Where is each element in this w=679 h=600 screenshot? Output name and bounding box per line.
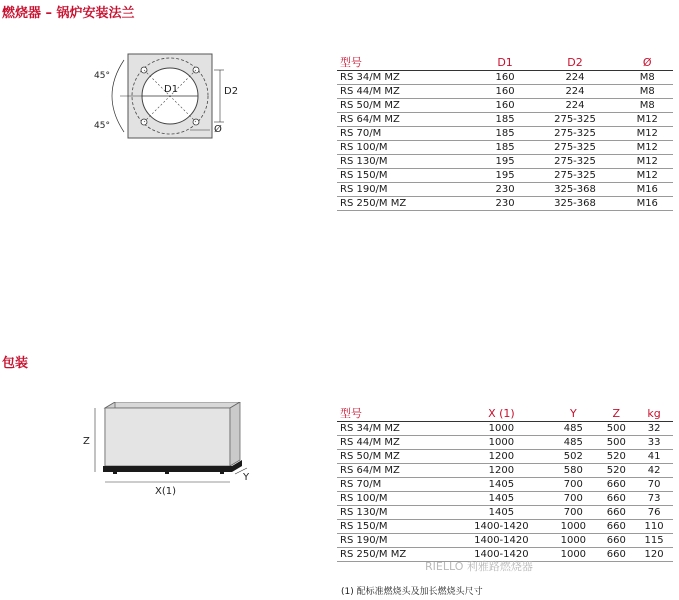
table-cell: 195 — [482, 169, 529, 183]
z-label: Z — [83, 436, 90, 447]
table-cell: 1400-1420 — [454, 534, 550, 548]
table-cell: 325-368 — [529, 197, 622, 211]
table-cell: M16 — [621, 197, 673, 211]
table-cell: M8 — [621, 71, 673, 85]
table-cell: 1400-1420 — [454, 548, 550, 562]
table-cell: RS 44/M MZ — [337, 436, 454, 450]
table-cell: 224 — [529, 99, 622, 113]
table-cell: 1000 — [549, 520, 597, 534]
table-cell: RS 100/M — [337, 141, 482, 155]
x-label: X(1) — [155, 486, 177, 497]
table-cell: M12 — [621, 169, 673, 183]
table-cell: 195 — [482, 155, 529, 169]
packaging-box-diagram — [75, 402, 265, 497]
table-cell: RS 70/M — [337, 127, 482, 141]
table-cell: 230 — [482, 183, 529, 197]
table-cell: RS 130/M — [337, 506, 454, 520]
table-cell: 76 — [635, 506, 673, 520]
column-header: Y — [549, 405, 597, 422]
table-cell: 500 — [597, 436, 635, 450]
table-cell: RS 250/M MZ — [337, 548, 454, 562]
table-cell: RS 50/M MZ — [337, 99, 482, 113]
table-row — [337, 183, 673, 197]
table-cell: 325-368 — [529, 183, 622, 197]
table-cell: RS 64/M MZ — [337, 464, 454, 478]
table-cell: 1200 — [454, 464, 550, 478]
table-row — [337, 534, 673, 548]
table-cell: 660 — [597, 506, 635, 520]
table-cell: M12 — [621, 141, 673, 155]
table-cell: RS 130/M — [337, 155, 482, 169]
table-cell: RS 190/M — [337, 183, 482, 197]
table-cell: M8 — [621, 85, 673, 99]
angle-top-label: 45° — [94, 71, 110, 81]
table-cell: 660 — [597, 548, 635, 562]
table-row — [337, 478, 673, 492]
table-cell: 1000 — [549, 548, 597, 562]
table-row — [337, 141, 673, 155]
table-row — [337, 436, 673, 450]
table-cell: 185 — [482, 141, 529, 155]
table-header-row — [337, 54, 673, 71]
table-cell: RS 150/M — [337, 169, 482, 183]
column-header: D1 — [482, 54, 529, 71]
table-cell: RS 100/M — [337, 492, 454, 506]
table-row — [337, 155, 673, 169]
table-cell: 1405 — [454, 492, 550, 506]
table-cell: 160 — [482, 71, 529, 85]
table-cell: 700 — [549, 506, 597, 520]
table-cell: 224 — [529, 71, 622, 85]
table-cell: 32 — [635, 422, 673, 436]
table-row — [337, 506, 673, 520]
table-cell: 230 — [482, 197, 529, 211]
table-cell: RS 250/M MZ — [337, 197, 482, 211]
table-cell: 1000 — [454, 422, 550, 436]
table-cell: 275-325 — [529, 141, 622, 155]
table-cell: 160 — [482, 85, 529, 99]
table-cell: 1405 — [454, 478, 550, 492]
table-cell: 42 — [635, 464, 673, 478]
table-cell: RS 34/M MZ — [337, 422, 454, 436]
table-cell: 700 — [549, 478, 597, 492]
table-cell: 520 — [597, 450, 635, 464]
angle-bottom-label: 45° — [94, 121, 110, 131]
table-cell: RS 70/M — [337, 478, 454, 492]
table-cell: RS 64/M MZ — [337, 113, 482, 127]
table-cell: M12 — [621, 155, 673, 169]
table-cell: 275-325 — [529, 127, 622, 141]
table-row — [337, 197, 673, 211]
table-row — [337, 127, 673, 141]
table-cell: 660 — [597, 520, 635, 534]
table-cell: RS 44/M MZ — [337, 85, 482, 99]
table-cell: 660 — [597, 478, 635, 492]
table-cell: 70 — [635, 478, 673, 492]
packaging-footnote: (1) 配标准燃烧头及加长燃烧头尺寸 — [341, 587, 483, 597]
table-cell: M12 — [621, 113, 673, 127]
table-cell: 275-325 — [529, 155, 622, 169]
table-cell: 275-325 — [529, 113, 622, 127]
table-cell: 580 — [549, 464, 597, 478]
table-cell: 1200 — [454, 450, 550, 464]
column-header: 型号 — [337, 405, 454, 422]
table-cell: 41 — [635, 450, 673, 464]
table-row — [337, 422, 673, 436]
table-row — [337, 113, 673, 127]
table-cell: RS 34/M MZ — [337, 71, 482, 85]
table-cell: 500 — [597, 422, 635, 436]
table-cell: 660 — [597, 492, 635, 506]
table-cell: 1400-1420 — [454, 520, 550, 534]
table-cell: 73 — [635, 492, 673, 506]
table-cell: 700 — [549, 492, 597, 506]
table-cell: 485 — [549, 422, 597, 436]
table-row — [337, 99, 673, 113]
table-cell: 224 — [529, 85, 622, 99]
table-row — [337, 169, 673, 183]
flange-spec-table — [337, 54, 673, 211]
packaging-spec-table — [337, 405, 673, 562]
table-cell: 502 — [549, 450, 597, 464]
y-label: Y — [243, 472, 250, 483]
watermark: RIELLO 利雅路燃烧器 — [425, 560, 533, 573]
column-header: kg — [635, 405, 673, 422]
table-cell: 185 — [482, 113, 529, 127]
table-cell: 1000 — [549, 534, 597, 548]
column-header: Z — [597, 405, 635, 422]
table-row — [337, 71, 673, 85]
column-header: X (1) — [454, 405, 550, 422]
table-cell: 1000 — [454, 436, 550, 450]
table-cell: M12 — [621, 127, 673, 141]
table-cell: 33 — [635, 436, 673, 450]
table-cell: 120 — [635, 548, 673, 562]
table-row — [337, 450, 673, 464]
table-cell: RS 50/M MZ — [337, 450, 454, 464]
d2-label: D2 — [224, 86, 239, 97]
table-row — [337, 492, 673, 506]
table-row — [337, 520, 673, 534]
diameter-label: Ø — [214, 124, 222, 135]
table-cell: 275-325 — [529, 169, 622, 183]
table-cell: RS 150/M — [337, 520, 454, 534]
table-header-row — [337, 405, 673, 422]
table-row — [337, 85, 673, 99]
table-cell: 115 — [635, 534, 673, 548]
table-cell: M16 — [621, 183, 673, 197]
column-header: 型号 — [337, 54, 482, 71]
table-cell: 660 — [597, 534, 635, 548]
table-cell: M8 — [621, 99, 673, 113]
table-row — [337, 464, 673, 478]
flange-diagram — [90, 50, 250, 160]
column-header: Ø — [621, 54, 673, 71]
column-header: D2 — [529, 54, 622, 71]
table-cell: 485 — [549, 436, 597, 450]
packaging-section-title: 包装 — [2, 356, 29, 371]
table-cell: 160 — [482, 99, 529, 113]
d1-label: D1 — [164, 84, 179, 95]
table-cell: 110 — [635, 520, 673, 534]
table-cell: 520 — [597, 464, 635, 478]
table-cell: 185 — [482, 127, 529, 141]
table-cell: RS 190/M — [337, 534, 454, 548]
flange-section-title: 燃烧器 – 锅炉安装法兰 — [2, 6, 135, 21]
table-cell: 1405 — [454, 506, 550, 520]
